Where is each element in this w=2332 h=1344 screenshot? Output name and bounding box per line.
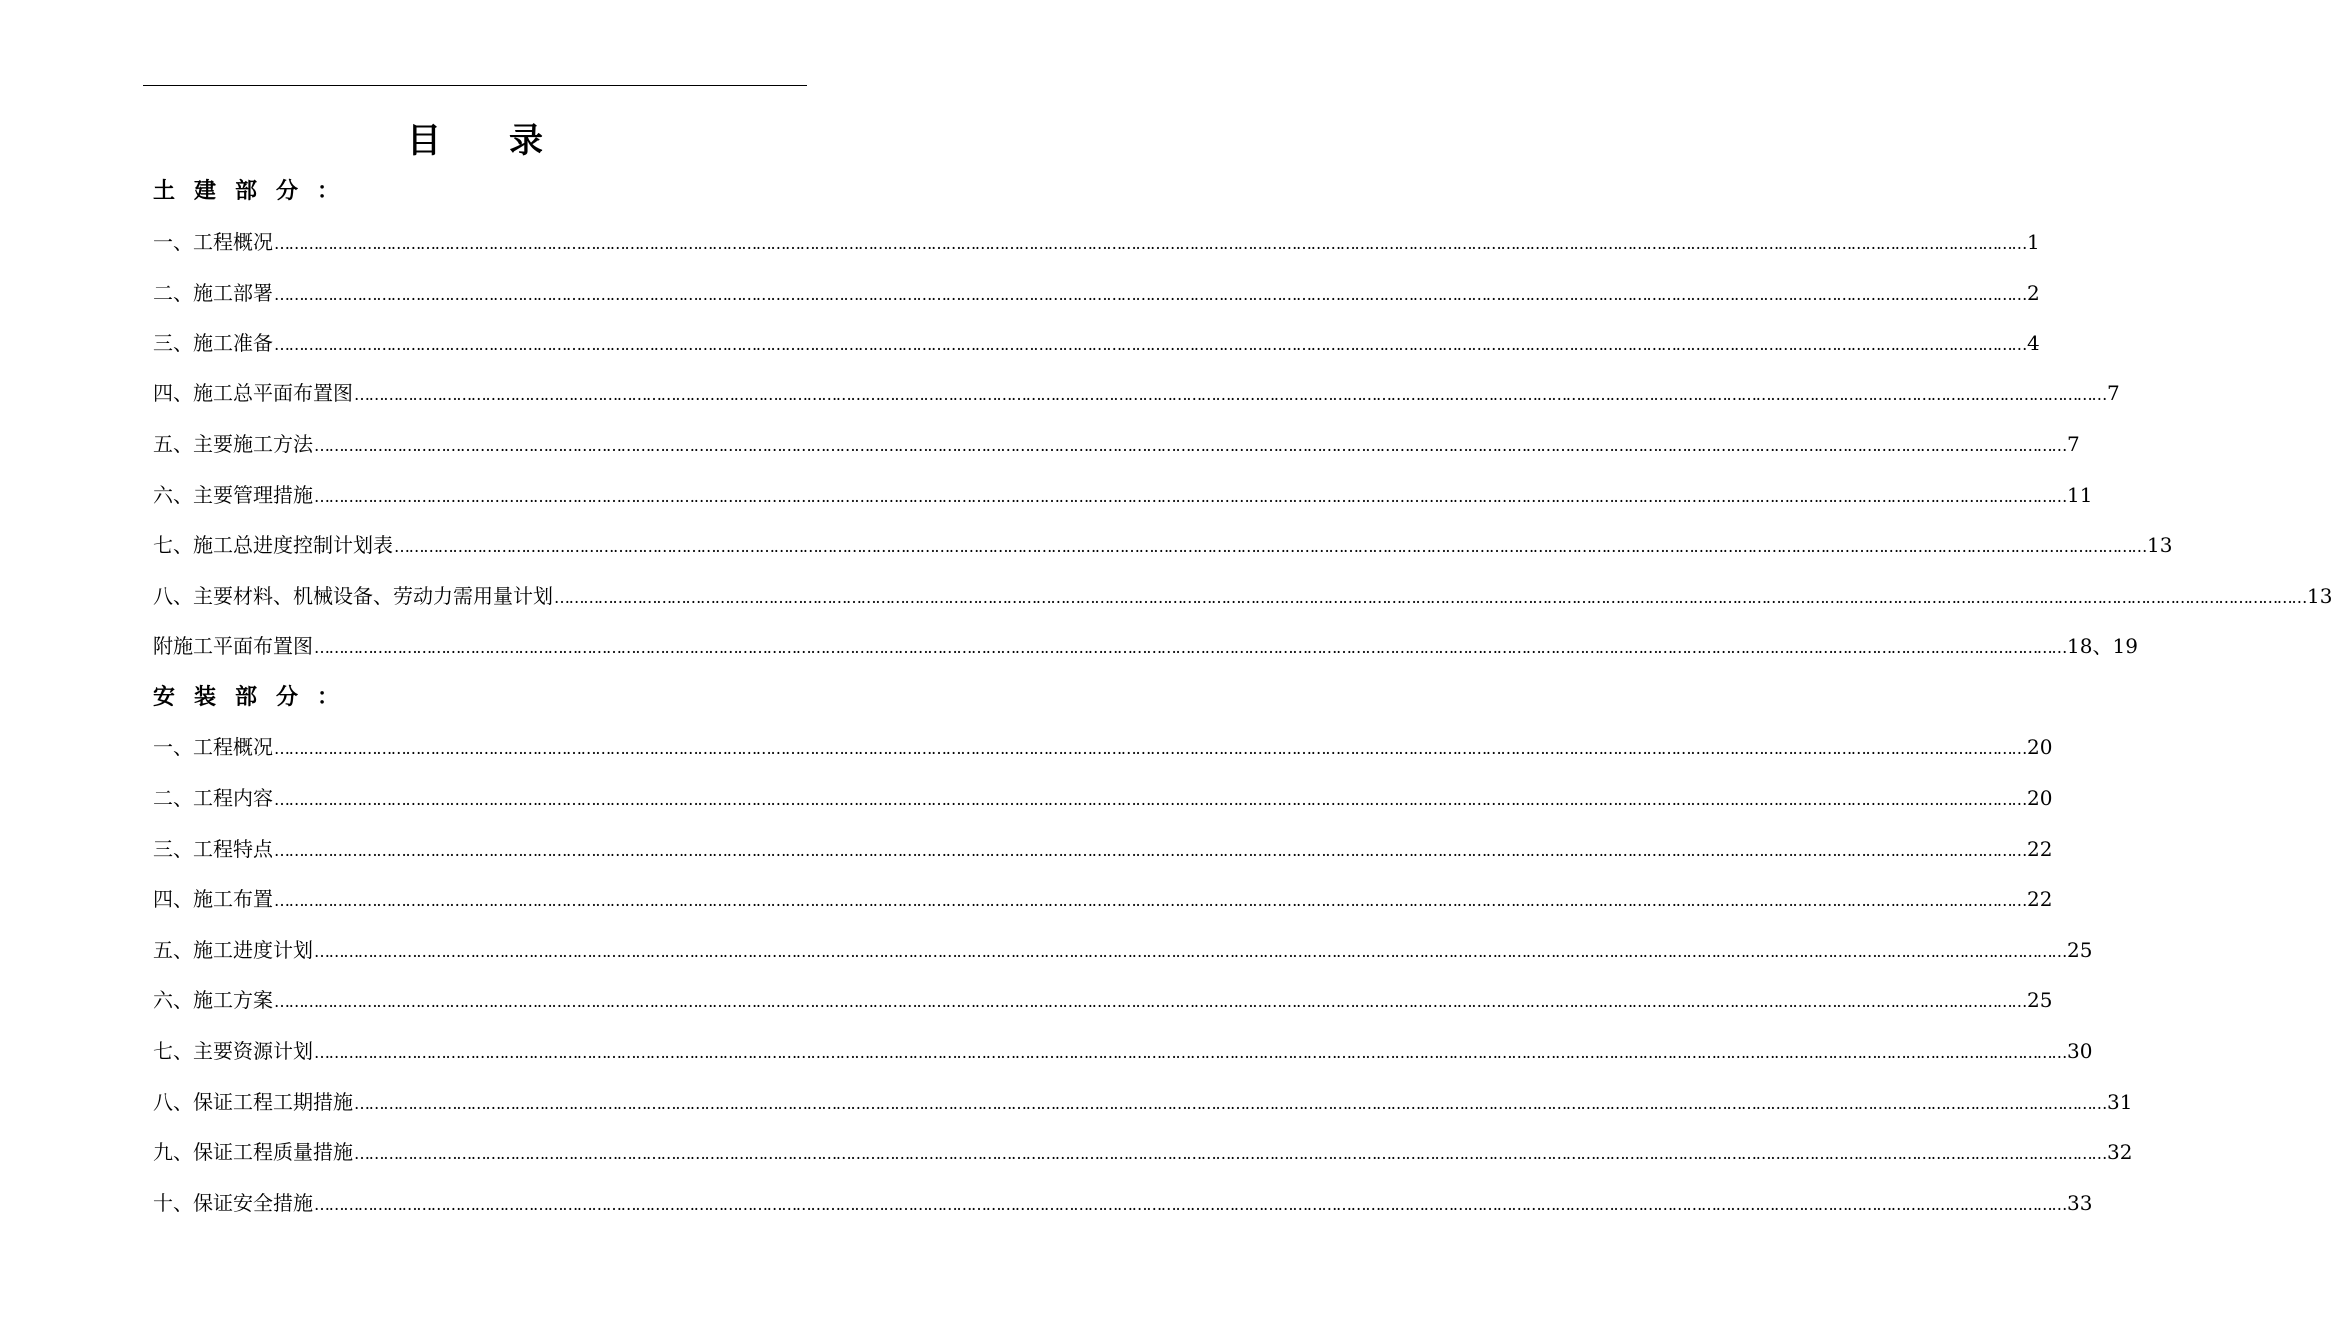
toc-leader: ……………………………………………………………………………………………………………………………………………………………………………………………………………………………………………………………………………………………………………………………… — [314, 638, 2067, 657]
toc-leader: ……………………………………………………………………………………………………………………………………………………………………………………………………………………………………………………………………………………………………………………………… — [354, 1094, 2107, 1113]
toc-entry[interactable] — [153, 884, 2053, 914]
toc-entry[interactable] — [153, 581, 2332, 611]
section-heading-civil: 土建部分： — [153, 179, 359, 204]
toc-leader: ……………………………………………………………………………………………………………………………………………………………………………………………………………………………………………………………………………………………………………………………… — [314, 942, 2067, 961]
toc-leader: ……………………………………………………………………………………………………………………………………………………………………………………………………………………………………………………………………………………………………………………………… — [274, 891, 2027, 910]
toc-leader: ……………………………………………………………………………………………………………………………………………………………………………………………………………………………………………………………………………………………………………………………… — [314, 487, 2067, 506]
toc-entry-page: 33 — [2067, 1191, 2093, 1215]
toc-entry-page: 7 — [2067, 432, 2080, 456]
toc-entry-label: 四、施工布置 — [153, 887, 273, 911]
toc-entry[interactable] — [153, 1137, 2133, 1167]
toc-title-char-2: 录 — [509, 121, 543, 161]
toc-entry-page: 25 — [2027, 988, 2053, 1012]
toc-entry-label: 一、工程概况 — [153, 735, 273, 759]
toc-entry-label: 二、施工部署 — [153, 281, 273, 305]
toc-entry[interactable] — [153, 732, 2053, 762]
toc-entry[interactable] — [153, 328, 2040, 358]
toc-leader: ……………………………………………………………………………………………………………………………………………………………………………………………………………………………………………………………………………………………………………………………… — [274, 790, 2027, 809]
toc-leader: ……………………………………………………………………………………………………………………………………………………………………………………………………………………………………………………………………………………………………………………………… — [274, 335, 2027, 354]
toc-entry-page: 1 — [2027, 230, 2040, 254]
toc-entry[interactable] — [153, 985, 2053, 1015]
toc-entry-label: 三、施工准备 — [153, 331, 273, 355]
toc-entry-page: 22 — [2027, 837, 2053, 861]
toc-entry-page: 11 — [2067, 483, 2093, 507]
toc-entry-label: 一、工程概况 — [153, 230, 273, 254]
toc-entry-page: 18、19 — [2067, 634, 2138, 658]
toc-entry[interactable] — [153, 1087, 2133, 1117]
toc-entry-label: 七、施工总进度控制计划表 — [153, 533, 393, 557]
toc-entry[interactable] — [153, 227, 2040, 257]
toc-entry-page: 13 — [2147, 533, 2173, 557]
toc-entry[interactable] — [153, 1188, 2093, 1218]
toc-entry[interactable] — [153, 480, 2093, 510]
toc-entry[interactable] — [153, 935, 2093, 965]
toc-leader: ……………………………………………………………………………………………………………………………………………………………………………………………………………………………………………………………………………………………………………………………… — [274, 841, 2027, 860]
toc-entry-label: 七、主要资源计划 — [153, 1039, 313, 1063]
toc-leader: ……………………………………………………………………………………………………………………………………………………………………………………………………………………………………………………………………………………………………………………………… — [314, 1043, 2067, 1062]
toc-entry-label: 五、施工进度计划 — [153, 938, 313, 962]
toc-entry-label: 二、工程内容 — [153, 786, 273, 810]
toc-entry-label: 三、工程特点 — [153, 837, 273, 861]
toc-entry-page: 22 — [2027, 887, 2053, 911]
toc-entry[interactable] — [153, 783, 2053, 813]
toc-entry-page: 30 — [2067, 1039, 2093, 1063]
toc-leader: ……………………………………………………………………………………………………………………………………………………………………………………………………………………………………………………………………………………………………………………………… — [274, 992, 2027, 1011]
toc-entry[interactable] — [153, 530, 2173, 560]
toc-entry-label: 四、施工总平面布置图 — [153, 381, 353, 405]
toc-entry[interactable] — [153, 834, 2053, 864]
toc-leader: ……………………………………………………………………………………………………………………………………………………………………………………………………………………………………………………………………………………………………………………………… — [274, 234, 2027, 253]
toc-leader: ……………………………………………………………………………………………………………………………………………………………………………………………………………………………………………………………………………………………………………………………… — [554, 588, 2307, 607]
toc-entry-page: 32 — [2107, 1140, 2133, 1164]
toc-entry-page: 7 — [2107, 381, 2120, 405]
toc-entry[interactable] — [153, 278, 2040, 308]
toc-leader: ……………………………………………………………………………………………………………………………………………………………………………………………………………………………………………………………………………………………………………………………… — [314, 436, 2067, 455]
toc-entry-label: 六、主要管理措施 — [153, 483, 313, 507]
toc-leader: ……………………………………………………………………………………………………………………………………………………………………………………………………………………………………………………………………………………………………………………………… — [274, 739, 2027, 758]
toc-entry-label: 五、主要施工方法 — [153, 432, 313, 456]
toc-entry-page: 20 — [2027, 786, 2053, 810]
toc-leader: ……………………………………………………………………………………………………………………………………………………………………………………………………………………………………………………………………………………………………………………………… — [354, 385, 2107, 404]
toc-entry-label: 八、主要材料、机械设备、劳动力需用量计划 — [153, 584, 553, 608]
toc-entry[interactable] — [153, 429, 2080, 459]
toc-entry-label: 十、保证安全措施 — [153, 1191, 313, 1215]
toc-entry-page: 2 — [2027, 281, 2040, 305]
toc-entry-page: 13 — [2307, 584, 2332, 608]
toc-leader: ……………………………………………………………………………………………………………………………………………………………………………………………………………………………………………………………………………………………………………………………… — [274, 285, 2027, 304]
toc-leader: ……………………………………………………………………………………………………………………………………………………………………………………………………………………………………………………………………………………………………………………………… — [354, 1144, 2107, 1163]
toc-title — [0, 118, 950, 164]
toc-entry-label: 附施工平面布置图 — [153, 634, 313, 658]
toc-entry-page: 25 — [2067, 938, 2093, 962]
toc-entry[interactable] — [153, 631, 2138, 661]
toc-entry-page: 20 — [2027, 735, 2053, 759]
toc-leader: ……………………………………………………………………………………………………………………………………………………………………………………………………………………………………………………………………………………………………………………………… — [394, 537, 2147, 556]
section-heading-installation: 安装部分： — [153, 685, 359, 710]
toc-entry-label: 八、保证工程工期措施 — [153, 1090, 353, 1114]
toc-entry-label: 六、施工方案 — [153, 988, 273, 1012]
header-rule — [143, 85, 807, 86]
toc-title-char-1: 目 — [407, 121, 441, 161]
toc-entry[interactable] — [153, 1036, 2093, 1066]
toc-entry-label: 九、保证工程质量措施 — [153, 1140, 353, 1164]
toc-entry-page: 4 — [2027, 331, 2040, 355]
toc-entry-page: 31 — [2107, 1090, 2133, 1114]
toc-entry[interactable] — [153, 378, 2120, 408]
toc-leader: ……………………………………………………………………………………………………………………………………………………………………………………………………………………………………………………………………………………………………………………………… — [314, 1195, 2067, 1214]
